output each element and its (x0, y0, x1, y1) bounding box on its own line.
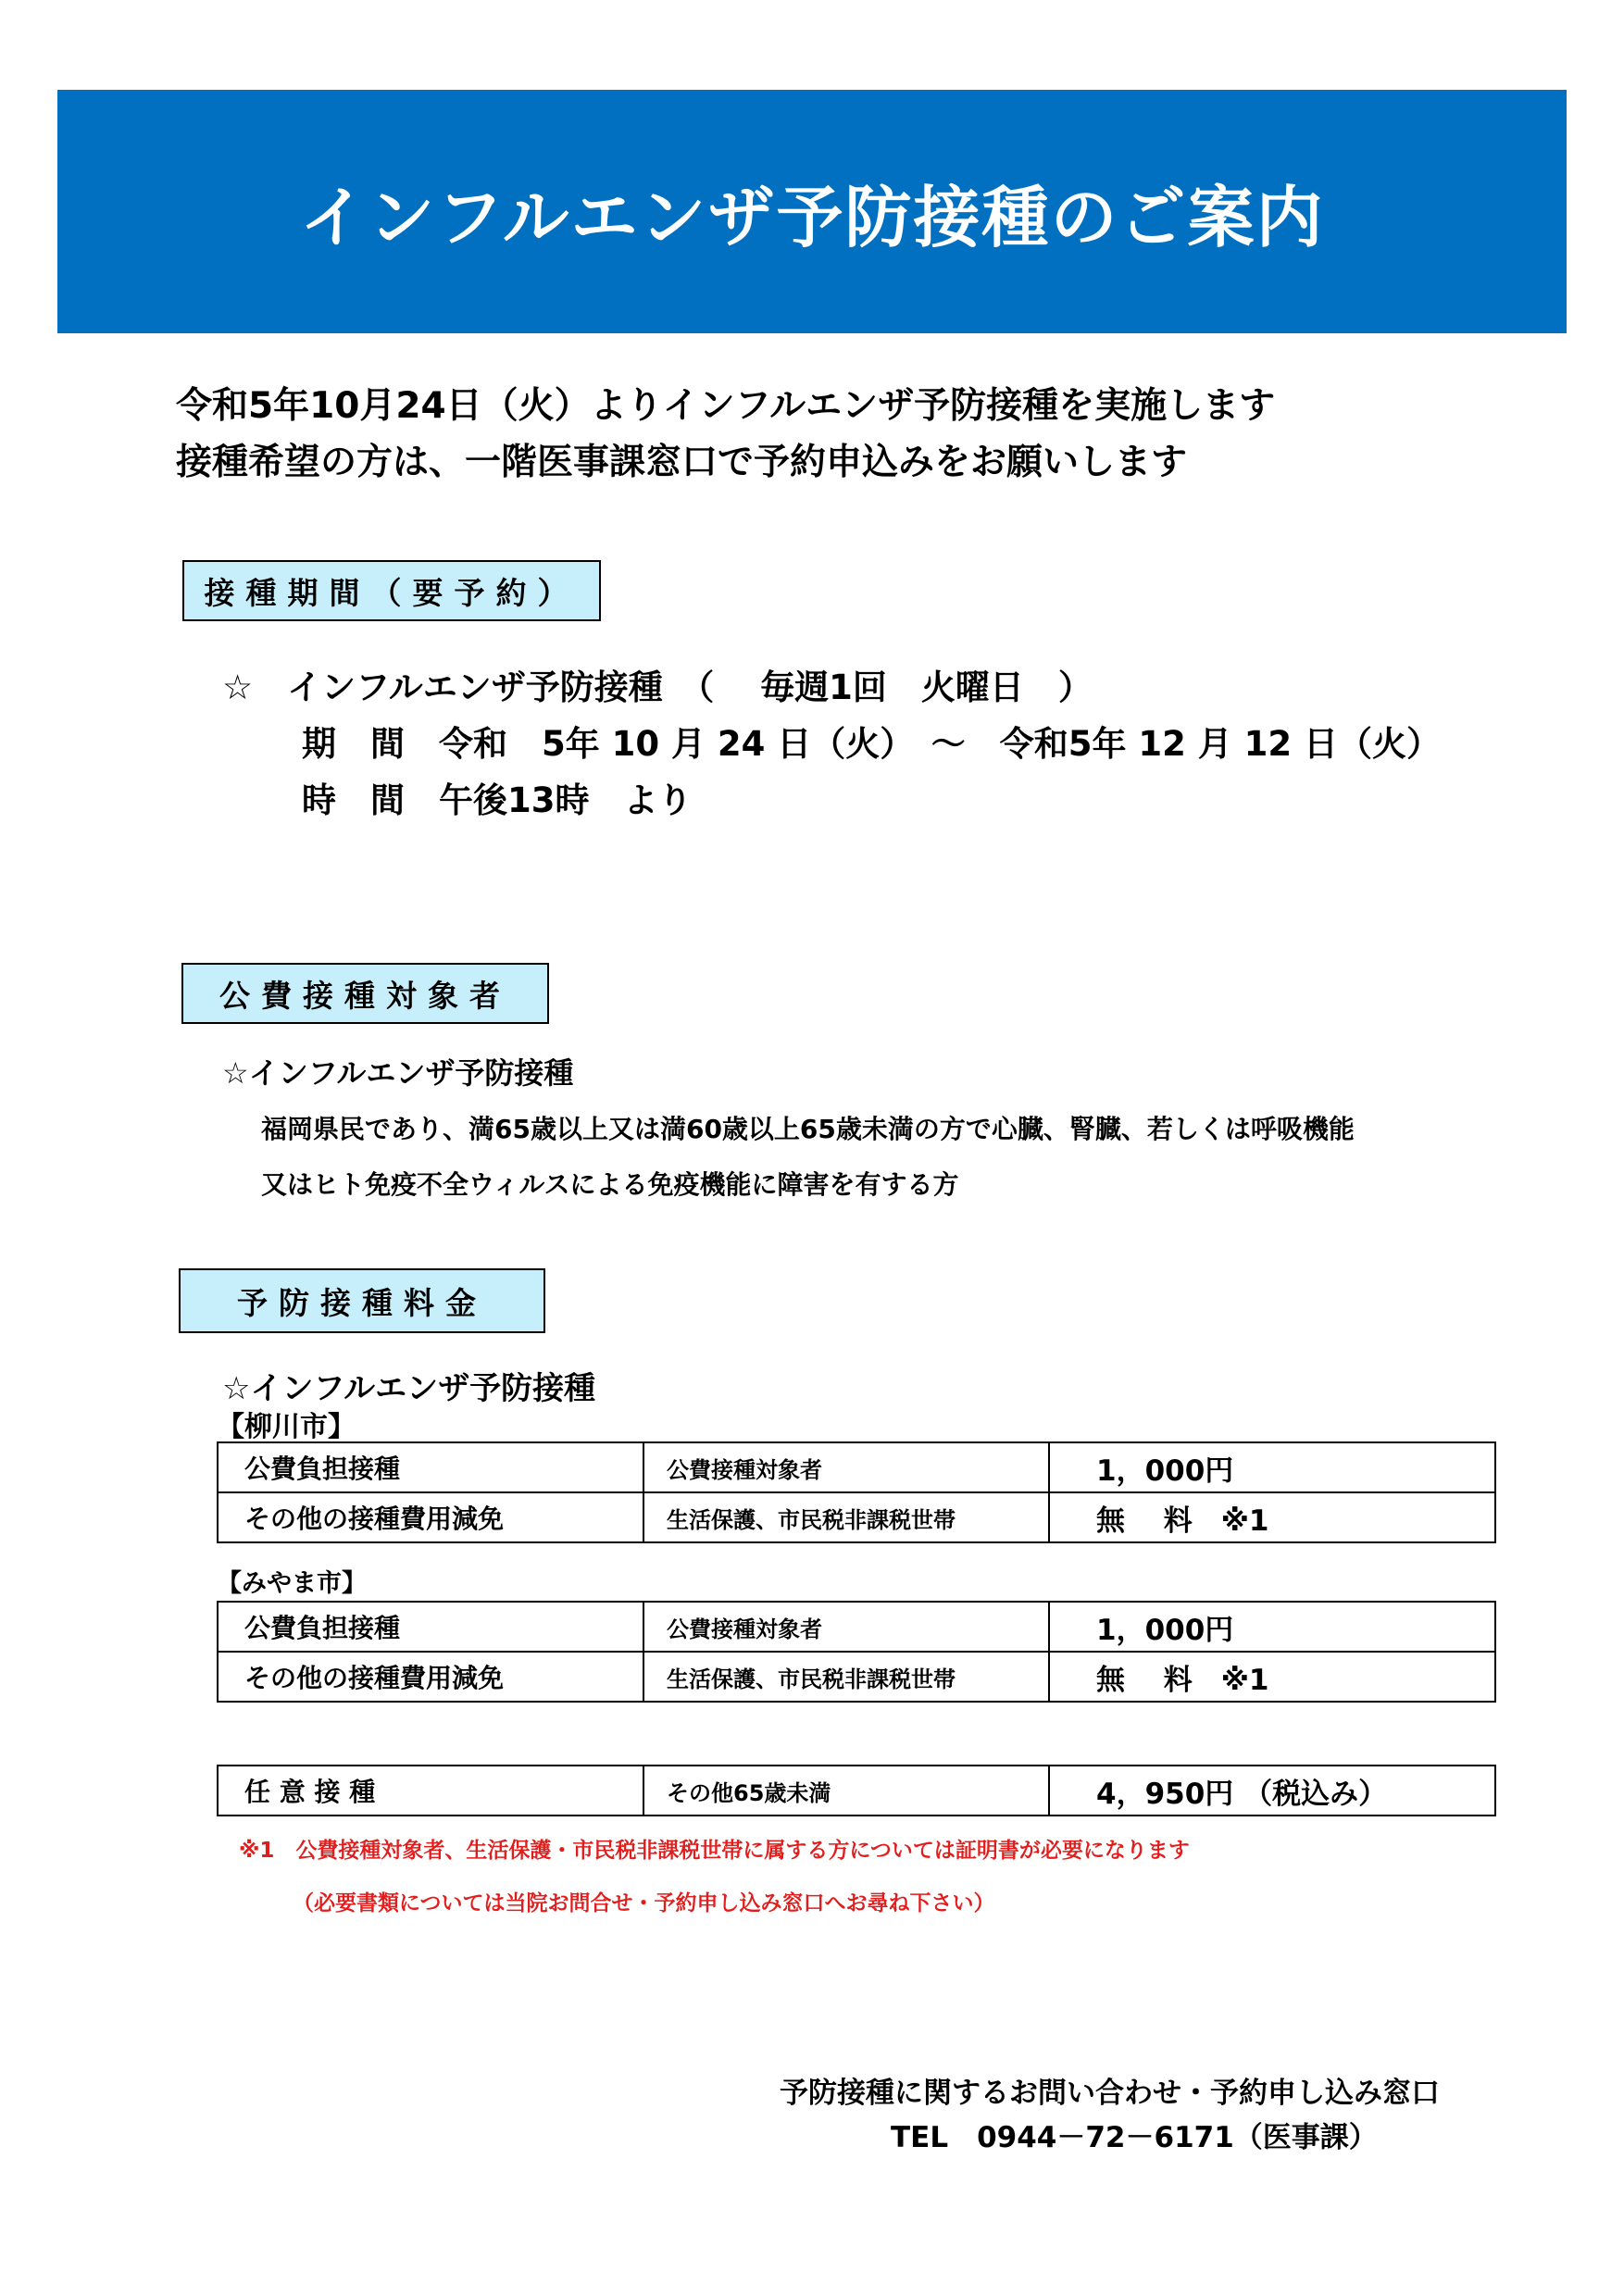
fee-price-cell: 1，000円 (1049, 1442, 1495, 1492)
table-row (218, 1602, 1495, 1652)
contact-phone: TEL 0944－72－6171（医事課） (891, 2121, 1378, 2154)
fee-target-cell: その他65歳未満 (643, 1766, 1049, 1816)
fee-note-1: ※1 公費接種対象者、生活保護・市民税非課税世帯に属する方については証明書が必要になります (239, 1839, 1190, 1863)
target-line-2: 又はヒト免疫不全ウィルスによる免疫機能に障害を有する方 (261, 1169, 959, 1200)
fee-target-cell: 公費接種対象者 (643, 1442, 1049, 1492)
fee-section-label-text: 予防接種料金 (237, 1284, 487, 1321)
yanagawa-fee-table (217, 1441, 1496, 1543)
period-line-3: 時 間 午後13時 より (302, 780, 693, 820)
period-section-label-text: 接種期間（要予約） (204, 574, 580, 611)
intro-line-2: 接種希望の方は、一階医事課窓口で予約申込みをお願いします (176, 442, 1188, 483)
target-heading: ☆インフルエンザ予防接種 (222, 1055, 574, 1091)
fee-note-2: （必要書類については当院お問合せ・予約申し込み窓口へお尋ね下さい） (293, 1891, 995, 1915)
yanagawa-label: 【柳川市】 (217, 1411, 356, 1443)
miyama-label: 【みやま市】 (217, 1569, 367, 1598)
target-line-1: 福岡県民であり、満65歳以上又は満60歳以上65歳未満の方で心臓、腎臓、若しくは呼吸機能 (261, 1114, 1355, 1144)
fee-price-cell: 1，000円 (1049, 1602, 1495, 1652)
page-title: インフルエンザ予防接種のご案内 (299, 178, 1325, 256)
fee-type-cell: 任 意 接 種 (218, 1766, 643, 1816)
fee-type-cell: 公費負担接種 (218, 1442, 643, 1492)
period-line-1: ☆ インフルエンザ予防接種 （ 毎週1回 火曜日 ） (222, 668, 1093, 707)
fee-target-cell: 生活保護、市民税非課税世帯 (643, 1652, 1049, 1702)
fee-price-cell: 4，950円 （税込み） (1049, 1766, 1495, 1816)
voluntary-fee-table (217, 1765, 1496, 1816)
fee-price-cell: 無 料 ※1 (1049, 1492, 1495, 1542)
miyama-fee-table (217, 1601, 1496, 1703)
fee-type-cell: 公費負担接種 (218, 1602, 643, 1652)
table-row (218, 1766, 1495, 1816)
fee-price-cell: 無 料 ※1 (1049, 1652, 1495, 1702)
fee-section-label (179, 1268, 545, 1333)
table-row (218, 1492, 1495, 1542)
target-section-label (181, 963, 549, 1024)
fee-type-cell: その他の接種費用減免 (218, 1652, 643, 1702)
fee-type-cell: その他の接種費用減免 (218, 1492, 643, 1542)
title-banner (57, 90, 1567, 333)
contact-line-1: 予防接種に関するお問い合わせ・予約申し込み窓口 (780, 2077, 1440, 2110)
fee-heading: ☆インフルエンザ予防接種 (222, 1370, 596, 1407)
intro-line-1: 令和5年10月24日（火）よりインフルエンザ予防接種を実施します (176, 385, 1276, 427)
table-row (218, 1652, 1495, 1702)
fee-target-cell: 生活保護、市民税非課税世帯 (643, 1492, 1049, 1542)
table-row (218, 1442, 1495, 1492)
period-line-2: 期 間 令和 5年 10 月 24 日（火） ～ 令和5年 12 月 12 日（火） (302, 724, 1441, 764)
period-section-label (182, 560, 601, 621)
fee-target-cell: 公費接種対象者 (643, 1602, 1049, 1652)
target-section-label-text: 公費接種対象者 (219, 977, 511, 1014)
